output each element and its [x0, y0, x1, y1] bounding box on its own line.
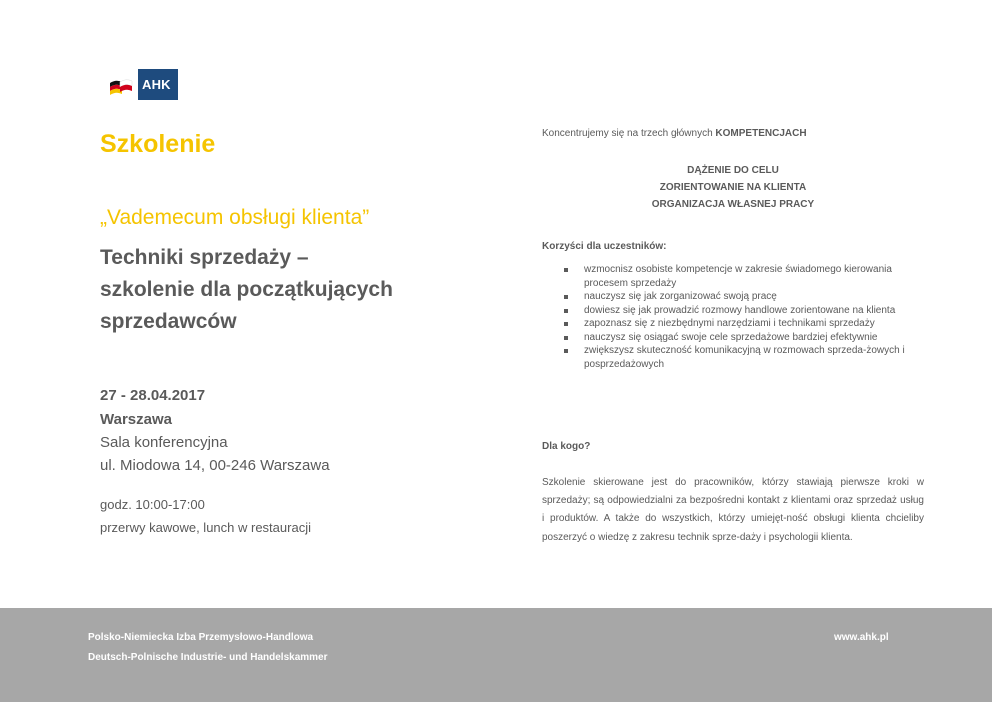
event-city: Warszawa — [100, 411, 172, 428]
bullet-icon — [564, 295, 568, 299]
event-venue: Sala konferencyjna — [100, 434, 228, 451]
competence-item: ZORIENTOWANIE NA KLIENTA — [659, 182, 807, 193]
training-title-line: Techniki sprzedaży – — [100, 246, 309, 269]
benefit-text: nauczysz się osiągać swoje cele sprzedażowe bardziej efektywnie — [584, 331, 878, 343]
training-title — [100, 242, 500, 338]
intro-text: Koncentrujemy się na trzech głównych — [542, 128, 716, 139]
benefit-text: nauczysz się jak zorganizować swoją pracę — [584, 291, 777, 302]
logo-text: AHK — [142, 77, 171, 92]
training-title-line: sprzedawców — [100, 310, 237, 333]
target-heading: Dla kogo? — [542, 441, 591, 452]
event-address: ul. Miodowa 14, 00-246 Warszawa — [100, 457, 330, 474]
event-hours: godz. 10:00-17:00 — [100, 497, 205, 512]
benefit-text: wzmocnisz osobiste kompetencje w zakresie świadomego kierowania procesem sprzedaży — [584, 264, 892, 289]
benefit-text: zwiększysz skuteczność komunikacyjną w rozmowach sprzeda-żowych i posprzedażowych — [584, 345, 905, 370]
benefit-item — [564, 290, 926, 304]
bullet-icon — [564, 349, 568, 353]
benefit-item — [564, 263, 926, 290]
footer-website-link[interactable]: www.ahk.pl — [834, 632, 889, 643]
benefits-heading: Korzyści dla uczestników: — [542, 241, 667, 252]
benefits-list — [564, 263, 926, 371]
benefit-item — [564, 304, 926, 318]
event-breaks: przerwy kawowe, lunch w restauracji — [100, 520, 311, 535]
footer — [0, 608, 992, 702]
benefit-item — [564, 344, 926, 371]
ahk-logo — [104, 69, 178, 100]
flag-icon — [104, 69, 138, 100]
competences-list — [542, 162, 924, 213]
target-description: Szkolenie skierowane jest do pracowników, którzy stawiają pierwsze kroki w sprzedaży; są odpowiedzialni za bezpośredni kontakt z klientami oraz sprzedaż usług i produktów. A także do wszystkich, którzy umiejęt-ność obsługi klienta chcieliby poszerzyć o wiedzę z zakresu technik sprze-daży i psychologii klienta. — [542, 477, 924, 543]
benefit-item — [564, 331, 926, 345]
bullet-icon — [564, 336, 568, 340]
training-title-line: szkolenie dla początkujących — [100, 278, 393, 301]
intro-emphasis: KOMPETENCJACH — [715, 128, 807, 139]
bullet-icon — [564, 309, 568, 313]
bullet-icon — [564, 268, 568, 272]
competences-intro — [542, 128, 807, 139]
benefit-text: dowiesz się jak prowadzić rozmowy handlowe zorientowane na klienta — [584, 304, 896, 316]
footer-org-de: Deutsch-Polnische Industrie- und Handelskammer — [88, 652, 328, 663]
training-label: Szkolenie — [100, 130, 216, 158]
footer-org-pl: Polsko-Niemiecka Izba Przemysłowo-Handlowa — [88, 632, 314, 643]
benefit-text: zapoznasz się z niezbędnymi narzędziami i technikami sprzedaży — [584, 318, 875, 329]
training-subtitle: „Vademecum obsługi klienta” — [100, 206, 370, 229]
competence-item: DĄŻENIE DO CELU — [687, 165, 779, 176]
competence-item: ORGANIZACJA WŁASNEJ PRACY — [651, 199, 815, 210]
benefit-item — [564, 317, 926, 331]
bullet-icon — [564, 322, 568, 326]
event-date: 27 - 28.04.2017 — [100, 387, 206, 404]
